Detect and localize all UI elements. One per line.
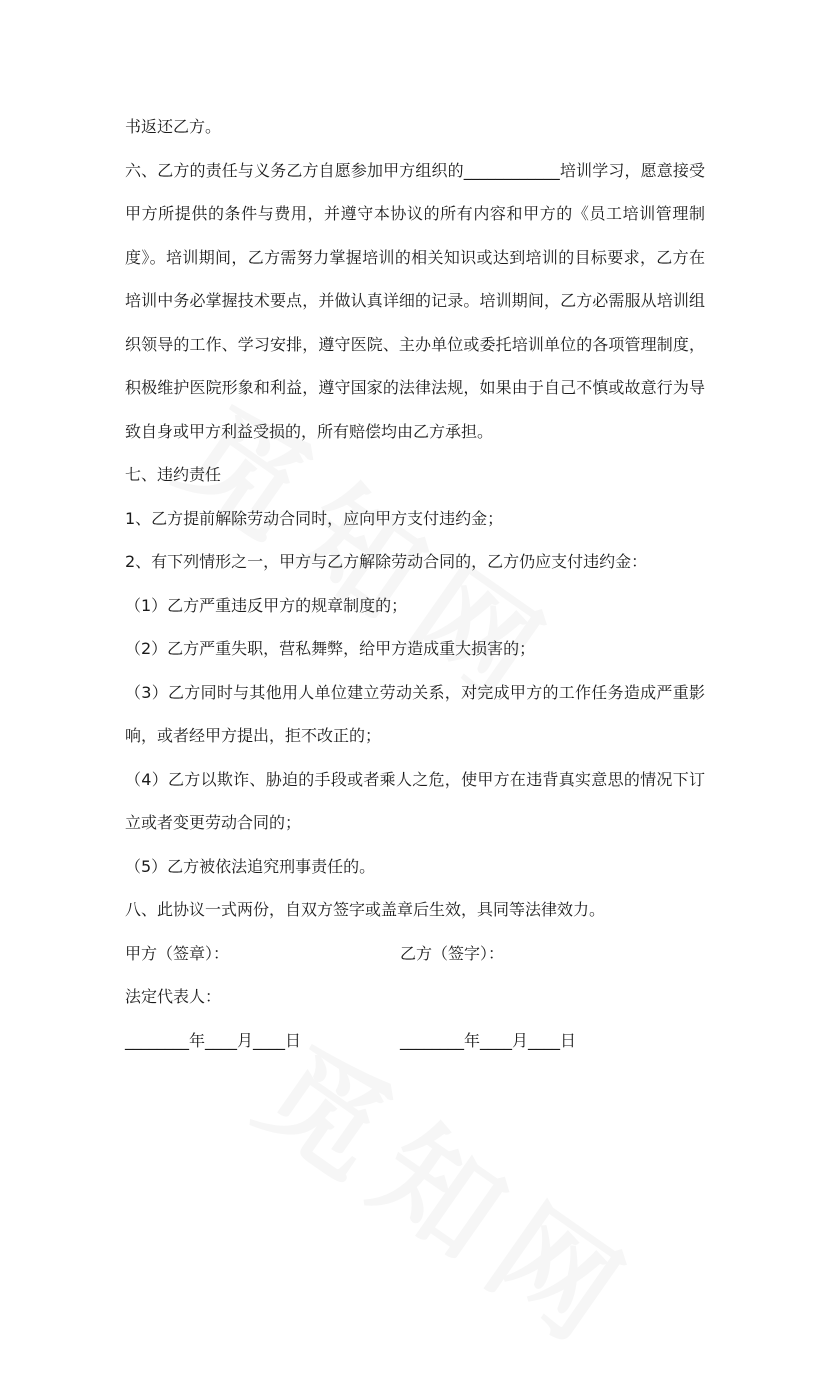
- paragraph-subitem-4: （4）乙方以欺诈、胁迫的手段或者乘人之危，使甲方在违背真实意思的情况下订立或者变更劳动合同的；: [125, 769, 705, 832]
- date-row: [125, 1019, 705, 1063]
- heading-section-seven: 七、违约责任: [125, 465, 222, 484]
- signature-row: [125, 932, 705, 976]
- paragraph-subitem-1: （1）乙方严重违反甲方的规章制度的；: [125, 595, 408, 615]
- party-a-date: ________年____月____日: [125, 1030, 302, 1050]
- party-b-date: ________年____月____日: [400, 1030, 577, 1050]
- paragraph-section-eight: 八、此协议一式两份，自双方签字或盖章后生效，具同等法律效力。: [125, 900, 606, 919]
- party-b-sign-label: 乙方（签字）：: [400, 943, 505, 963]
- legal-representative-label: 法定代表人：: [125, 987, 222, 1006]
- paragraph-item-2: 2、有下列情形之一，甲方与乙方解除劳动合同的，乙方仍应支付违约金：: [125, 552, 648, 571]
- paragraph-item-1: 1、乙方提前解除劳动合同时，应向甲方支付违约金；: [125, 508, 504, 528]
- paragraph-subitem-3: （3）乙方同时与其他用人单位建立劳动关系，对完成甲方的工作任务造成严重影响，或者经甲方提出，拒不改正的；: [125, 682, 705, 745]
- paragraph-section-six: 六、乙方的责任与义务乙方自愿参加甲方组织的____________培训学习，愿意接受甲方所提供的条件与费用，并遵守本协议的所有内容和甲方的《员工培训管理制度》。培训期间，乙方需努力掌握培训的相关知识或达到培训的目标要求，乙方在培训中务必掌握技术要点，并做认真详细的记录。培训期间，乙方必需服从培训组织领导的工作、学习安排，遵守医院、主办单位或委托培训单位的各项管理制度，积极维护医院形象和利益，遵守国家的法律法规，如果由于自己不慎或故意行为导致自身或甲方利益受损的，所有赔偿均由乙方承担。: [125, 160, 705, 441]
- paragraph-continuation: 书返还乙方。: [125, 117, 222, 136]
- paragraph-subitem-5: （5）乙方被依法追究刑事责任的。: [125, 856, 376, 876]
- legal-rep-row: [125, 975, 705, 1019]
- paragraph-subitem-2: （2）乙方严重失职，营私舞弊，给甲方造成重大损害的；: [125, 639, 536, 658]
- party-a-seal-label: 甲方（签章）：: [125, 943, 230, 963]
- document-body: [125, 105, 705, 1062]
